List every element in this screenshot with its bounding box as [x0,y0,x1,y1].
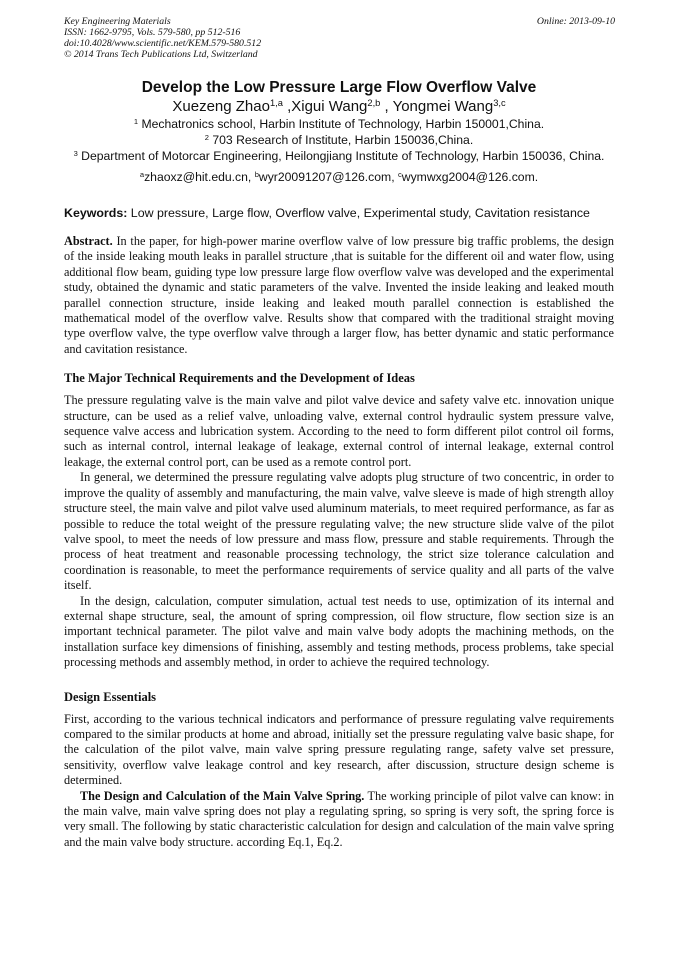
affiliation-sup: 2 [204,132,209,142]
affiliation-text: Mechatronics school, Harbin Institute of Technology, Harbin 150001,China. [138,117,545,131]
copyright-line: © 2014 Trans Tech Publications Ltd, Switzerland [64,49,258,60]
paragraph: In general, we determined the pressure regulating valve adopts plug structure of two concentric, in order to improve the quality of assembly and manufacturing, the main valve, valve sleeve is made of high strength alloy structure steel, the main valve and pilot valve used aluminum materials, to meet required performance, as far as possible to reduce the total weight of the pressure regulating valve; the new structure slide valve of the pilot valve spool, to meet the needs of low pressure and mass flow, pressure and stable requirements. Through the process of heat treatment and reasonable processing technology, the strict size tolerance calculation and coordination is reasonable, to meet the performance requirements of service quality and all parts of the valve itself. [64,470,614,593]
email-line [0,169,678,185]
issn-line: ISSN: 1662-9795, Vols. 579-580, pp 512-516 [64,27,241,38]
doi-line: doi:10.4028/www.scientific.net/KEM.579-580.512 [64,38,262,49]
affiliation-sup: 3 [73,148,78,158]
paragraph: The pressure regulating valve is the main valve and pilot valve device and safety valve etc. innovation unique structure, can be used as a relief valve, unloading valve, external control hydraulic system pressure valve, sequence valve access and lubrication system. According to the need to form different pilot control oil forms, such as internal control, internal leakage of leakage, external control of internal leakage, external control leakage, the external control port, can be used as a remote control port. [64,393,614,469]
author-name: Xigui Wang [291,98,368,115]
abstract-text: In the paper, for high-power marine overflow valve of low pressure big traffic problems, the design of the inside leaking mouth leaks in parallel structure ,that is suitable for the different oil and water flow, using additional flow beam, guiding type low pressure large flow overflow valve was developed and the experimental study, obtained the dynamic and static parameters of the valve. Invented the inside leaking and leaked mouth parallel connection structure, inside leaking and leaked mouth parallel connection is established the mathematical model of the overflow valve. Results show that compared with the traditional straight moving type overflow valve, the type overflow valve through a larger flow, has better dynamic and static performance and cavitation resistance. [64,234,614,356]
affiliation-sup: 1 [133,116,139,126]
paragraph: In the design, calculation, computer simulation, actual test needs to use, optimization of its internal and external shape structure, seal, the amount of spring compression, oil flow structure, flow section size is an important technical parameter. The pilot valve and main valve body adopts the machining methods, on the installation surface key dimensions of finishing, assembly and testing methods, process problems, take special processing methods and assembly method, in order to achieve the required technology. [64,593,614,670]
section-heading-requirements: The Major Technical Requirements and the Development of Ideas [64,371,415,386]
author-name: Xuezeng Zhao [172,98,270,115]
author-line [0,98,678,116]
author-sup: 2,b [367,97,381,108]
email-link[interactable]: wymwxg2004@126.com. [401,170,539,184]
affiliation-3 [0,148,678,164]
abstract-label: Abstract. [64,234,113,248]
subsection-label: The Design and Calculation of the Main Valve Spring. [80,788,365,803]
running-header [64,16,615,60]
email-sup: b [254,169,259,179]
affiliation-text: Department of Motorcar Engineering, Heilongjiang Institute of Technology, Harbin 150036, China. [77,149,605,163]
paper-body [64,206,614,850]
keywords [64,206,614,221]
keywords-label: Keywords: [64,206,128,220]
author-sup: 3,c [493,97,506,108]
paragraph: First, according to the various technical indicators and performance of pressure regulating valve requirements compared to the similar products at home and abroad, initially set the pressure regulating valve basic shape, for the calculation of the pilot valve, main valve spring pressure regulating range, safety valve set pressure, sensitivity, overflow valve leakage control and key research, after discussion, structure design scheme is determined. [64,711,614,788]
email-link[interactable]: zhaoxz@hit.edu.cn, [144,170,255,184]
affiliation-1 [0,116,678,132]
author-name: Yongmei Wang [392,98,494,115]
title-block [0,79,678,185]
abstract [64,234,614,357]
author-sep: , [282,98,292,115]
section-heading-design: Design Essentials [64,689,157,704]
paper-title: Develop the Low Pressure Large Flow Overflow Valve [141,79,537,96]
email-sup: a [139,169,145,179]
author-sep: , [380,98,393,115]
paragraph [64,789,614,851]
online-date: Online: 2013-09-10 [536,16,615,27]
author-sup: 1,a [269,97,283,108]
email-link[interactable]: wyr20091207@126.com, [258,170,398,184]
journal-name: Key Engineering Materials [64,16,171,27]
affiliation-text: 703 Research of Institute, Harbin 150036,China. [208,133,474,147]
affiliation-2 [0,132,678,148]
keywords-text: Low pressure, Large flow, Overflow valve, Experimental study, Cavitation resistance [127,206,590,220]
paragraph-text: The working principle of pilot valve can know: in the main valve, main valve spring does not play a regulating spring, so spring is very soft, the spring force is very small. The following by static characteristic calculation for design and calculation of the main valve spring and the main valve body structure. according Eq.1, Eq.2. [64,788,614,849]
email-sup: c [397,169,402,179]
